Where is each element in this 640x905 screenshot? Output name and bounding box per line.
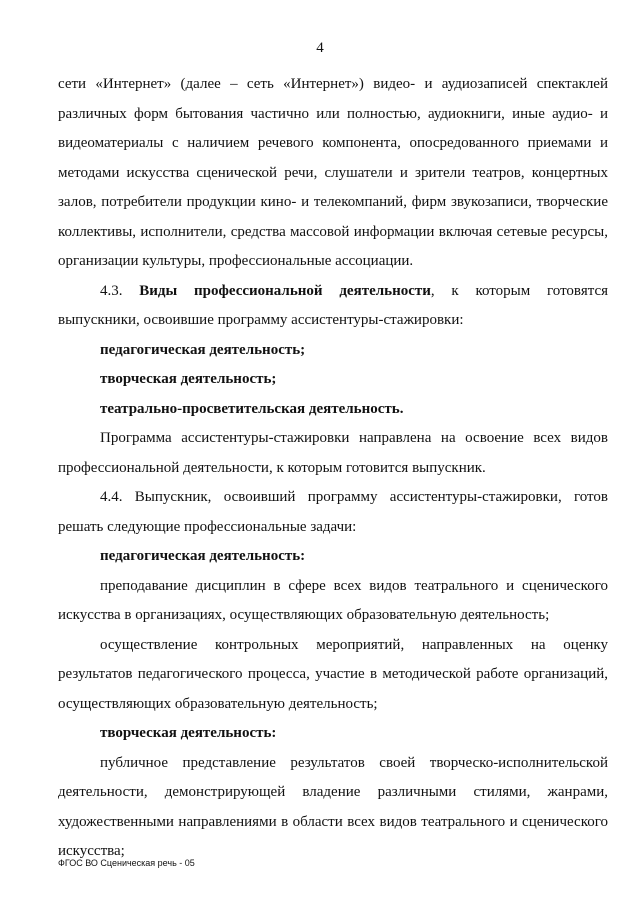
activity-theatrical-educational: театрально-просветительская деятельность. [100, 400, 404, 417]
section-4-3-number: 4.3. [100, 282, 123, 299]
activity-creative: творческая деятельность; [100, 371, 277, 387]
section-4-3 [58, 277, 608, 336]
paragraph-continuation: сети «Интернет» (далее – сеть «Интернет») видео- и аудиозаписей спектаклей различных форм бытования частично или полностью, аудиокниги, иные аудио- и видеоматериалы с наличием речевого компонента, опосредованного приемами и методами искусства сценической речи, слушатели и зрители театров, концертных залов, потребители продукции кино- и телекомпаний, фирм звукозаписи, творческие коллективы, исполнители, средства массовой информации включая сетевые ресурсы, организации культуры, профессиональные ассоциации. [58, 76, 608, 269]
document-body [58, 70, 608, 867]
task-control: осуществление контрольных мероприятий, направленных на оценку результатов педагогического процесса, участие в методической работе организаций, осуществляющих образовательную деятельность; [58, 636, 608, 712]
page-footer: ФГОС ВО Сценическая речь - 05 [58, 858, 195, 868]
section-4-3-bold-term: Виды профессиональной деятельности [139, 282, 431, 299]
heading-pedagogical: педагогическая деятельность: [100, 548, 306, 564]
task-public-presentation: публичное представление результатов своей творческо-исполнительской деятельности, демонстрирующей владение различными стилями, жанрами, художественными направлениями в области всех видов театрального и сценического искусства; [58, 754, 608, 859]
paragraph-program: Программа ассистентуры-стажировки направлена на освоение всех видов профессиональной деятельности, к которым готовится выпускник. [58, 430, 608, 476]
page-number: 4 [316, 40, 324, 56]
section-4-4: 4.4. Выпускник, освоивший программу ассистентуры-стажировки, готов решать следующие профессиональные задачи: [58, 489, 608, 535]
activity-pedagogical: педагогическая деятельность; [100, 341, 306, 358]
section-4-3-rest: , к которым готовятся выпускники, освоившие программу ассистентуры-стажировки: [58, 282, 609, 328]
task-teaching: преподавание дисциплин в сфере всех видов театрального и сценического искусства в организациях, осуществляющих образовательную деятельность; [58, 577, 608, 623]
heading-creative: творческая деятельность: [100, 725, 277, 741]
